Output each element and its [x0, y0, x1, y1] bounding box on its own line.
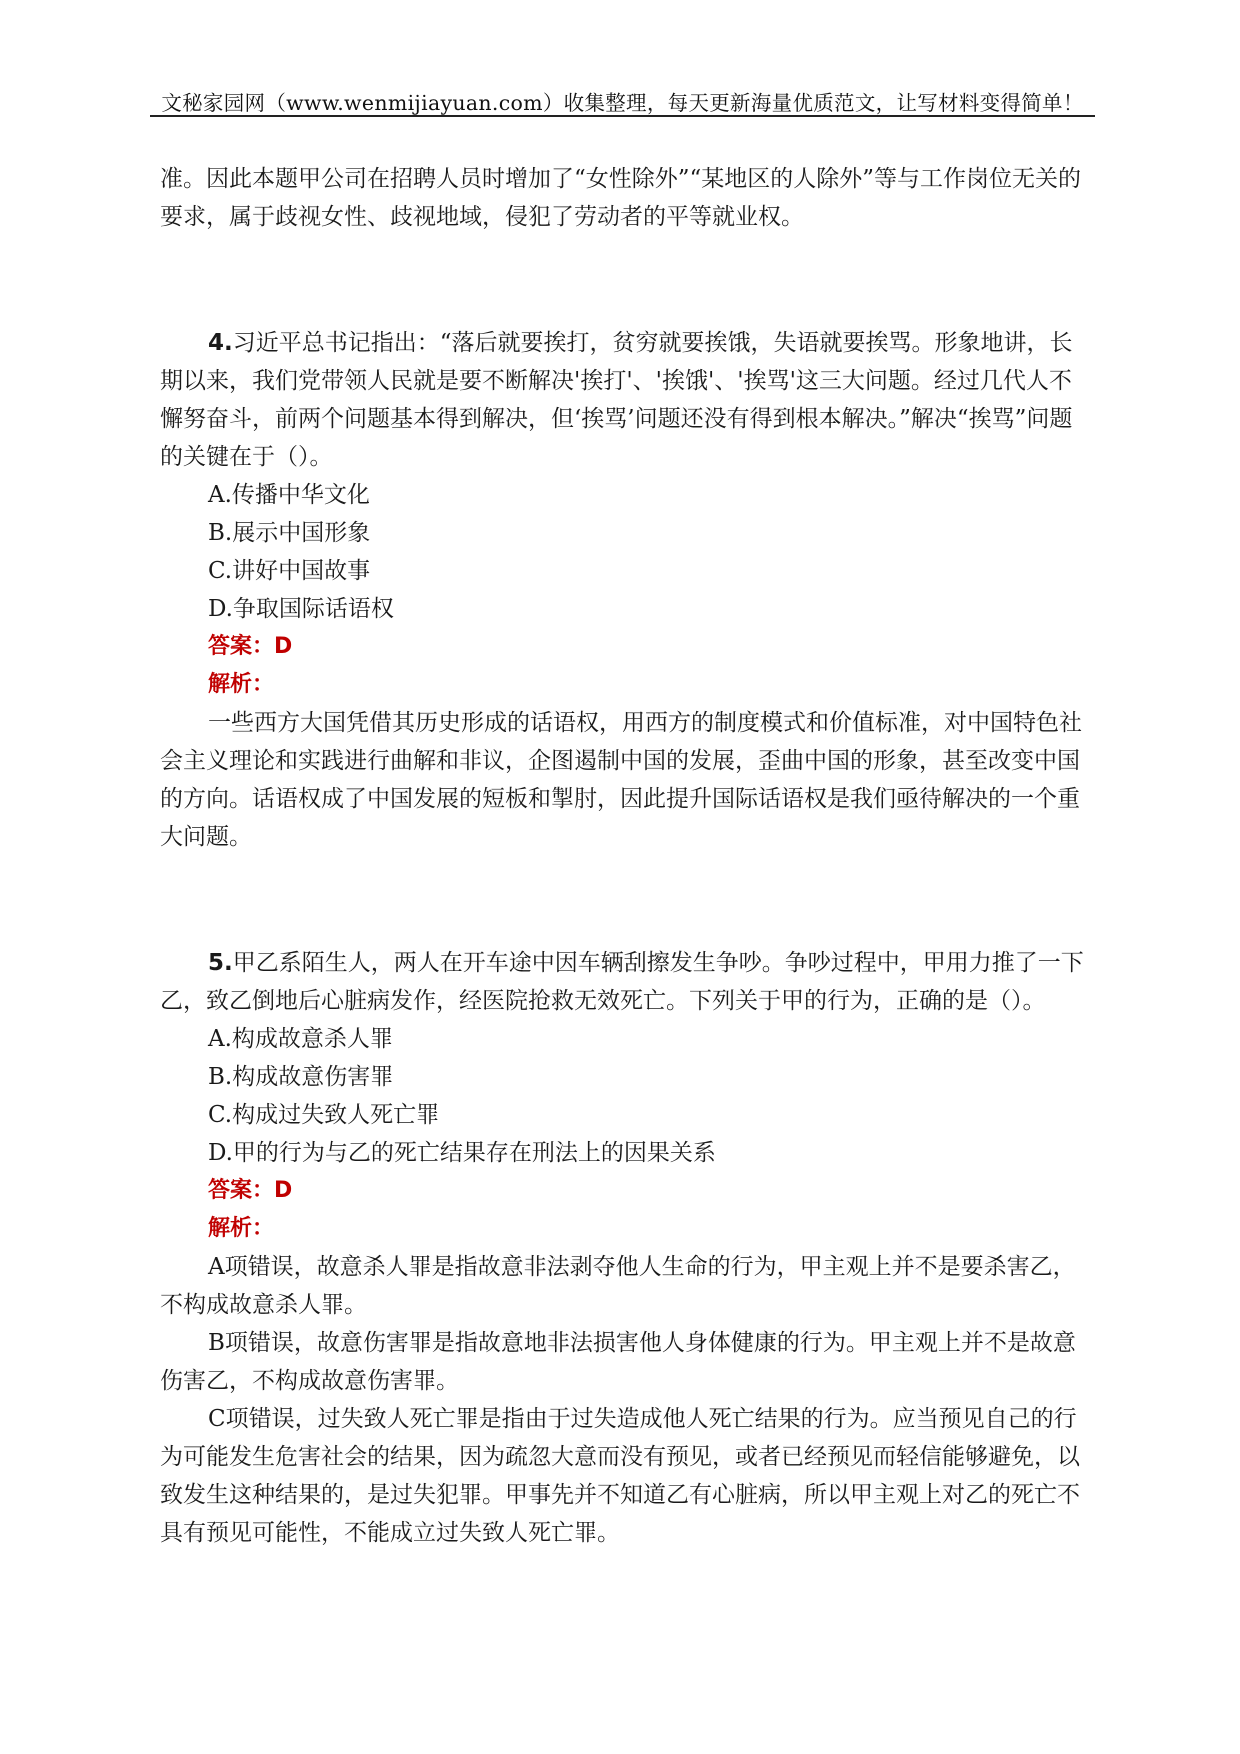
option-b: B.展示中国形象 — [208, 520, 371, 546]
intro-paragraph: 准。因此本题甲公司在招聘人员时增加了“女性除外”“某地区的人除外”等与工作岗位无关的要求，属于歧视女性、歧视地域，侵犯了劳动者的平等就业权。 — [160, 166, 1082, 230]
question-stem — [160, 944, 1090, 1020]
question-stem — [160, 324, 1090, 476]
analysis-paragraph: 一些西方大国凭借其历史形成的话语权，用西方的制度模式和价值标准，对中国特色社会主义理论和实践进行曲解和非议，企图遏制中国的发展，歪曲中国的形象，甚至改变中国的方向。话语权成了中国发展的短板和掣肘，因此提升国际话语权是我们亟待解决的一个重大问题。 — [160, 710, 1082, 850]
option-c: C.讲好中国故事 — [208, 558, 371, 584]
option-a: A.构成故意杀人罪 — [208, 1026, 393, 1052]
header-divider — [150, 115, 1095, 117]
page-header: 文秘家园网（www.wenmijiayuan.com）收集整理，每天更新海量优质范文，让写材料变得简单！ — [161, 91, 1084, 115]
answer-label: 答案：D — [208, 1178, 293, 1203]
analysis-label: 解析： — [208, 1216, 275, 1241]
answer-label: 答案：D — [208, 634, 293, 659]
analysis-label: 解析： — [208, 672, 275, 697]
option-c: C.构成过失致人死亡罪 — [208, 1102, 440, 1128]
question-text: 习近平总书记指出：“落后就要挨打，贫穷就要挨饿，失语就要挨骂。形象地讲，长期以来，我们党带领人民就是要不断解决'挨打'、'挨饿'、'挨骂'这三大问题。经过几代人不懈努奋斗，前两个问题基本得到解决，但‘挨骂’问题还没有得到根本解决。”解决“挨骂”问题的关键在于（）。 — [160, 330, 1073, 470]
option-a: A.传播中华文化 — [208, 482, 370, 508]
option-d: D.甲的行为与乙的死亡结果存在刑法上的因果关系 — [208, 1140, 716, 1166]
analysis-paragraph: A项错误，故意杀人罪是指故意非法剥夺他人生命的行为，甲主观上并不是要杀害乙，不构成故意杀人罪。 — [160, 1254, 1076, 1318]
question-number: 5. — [208, 950, 233, 976]
question-5 — [160, 944, 1090, 1552]
option-d: D.争取国际话语权 — [208, 596, 394, 622]
analysis-paragraph: C项错误，过失致人死亡罪是指由于过失造成他人死亡结果的行为。应当预见自己的行为可能发生危害社会的结果，因为疏忽大意而没有预见，或者已经预见而轻信能够避免，以致发生这种结果的，是过失犯罪。甲事先并不知道乙有心脏病，所以甲主观上对乙的死亡不具有预见可能性，不能成立过失致人死亡罪。 — [160, 1406, 1080, 1546]
question-number: 4. — [208, 330, 233, 356]
question-text: 甲乙系陌生人，两人在开车途中因车辆刮擦发生争吵。争吵过程中，甲用力推了一下乙，致乙倒地后心脏病发作，经医院抢救无效死亡。下列关于甲的行为，正确的是（）。 — [160, 950, 1084, 1014]
option-b: B.构成故意伤害罪 — [208, 1064, 394, 1090]
document-body — [160, 160, 1090, 1552]
question-4 — [160, 324, 1090, 856]
analysis-paragraph: B项错误，故意伤害罪是指故意地非法损害他人身体健康的行为。甲主观上并不是故意伤害乙，不构成故意伤害罪。 — [160, 1330, 1076, 1394]
